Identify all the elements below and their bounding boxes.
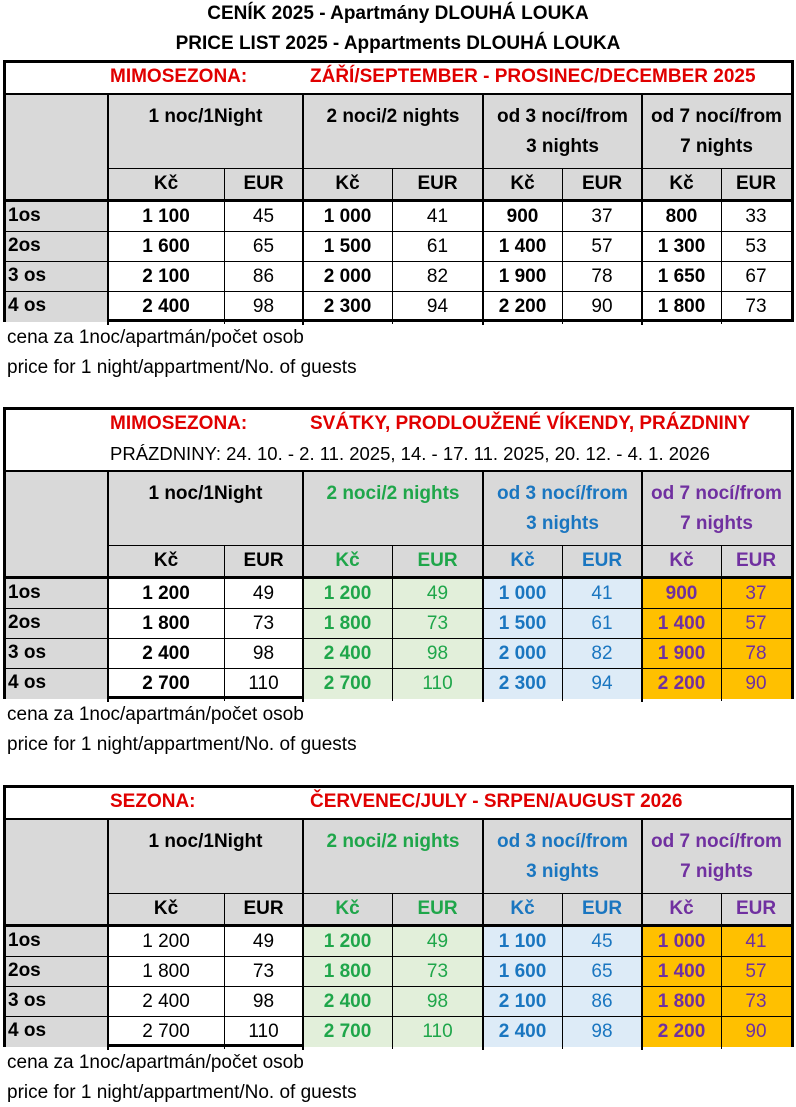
currency-header: EUR <box>581 173 623 194</box>
guests-label: 3 os <box>6 262 108 292</box>
title-en: PRICE LIST 2025 - Appartments DLOUHÁ LOUKA <box>175 33 621 54</box>
price-cell: 110 <box>392 1017 483 1047</box>
currency-header: Kč <box>153 173 179 194</box>
guests-label: 2os <box>6 232 108 262</box>
price-cell: 1 200 <box>303 579 392 609</box>
col-header: 1 noc/1Night <box>148 831 263 852</box>
currency-header: Kč <box>669 173 694 194</box>
col-header: 7 nights <box>680 513 753 534</box>
col-header: 3 nights <box>526 513 599 534</box>
currency-header: EUR <box>581 898 623 919</box>
price-cell: 2 400 <box>303 639 392 669</box>
guests-label: 4 os <box>6 1017 108 1047</box>
price-cell: 86 <box>562 987 642 1017</box>
price-cell: 110 <box>248 1021 279 1042</box>
price-cell: 61 <box>562 609 642 639</box>
currency-header: Kč <box>510 898 535 919</box>
currency-header: EUR <box>417 173 458 194</box>
currency-header: EUR <box>581 550 623 571</box>
price-cell: 1 000 <box>642 927 721 957</box>
price-cell: 2 400 <box>303 987 392 1017</box>
price-cell: 73 <box>392 957 483 987</box>
price-cell: 800 <box>665 206 698 227</box>
price-cell: 86 <box>252 266 275 287</box>
price-cell: 2 200 <box>642 669 721 699</box>
currency-header: Kč <box>669 898 694 919</box>
col-header: od 7 nocí/from <box>651 483 782 504</box>
price-cell: 37 <box>591 206 613 227</box>
col-header: od 7 nocí/from <box>651 831 782 852</box>
col-header: 2 noci/2 nights <box>326 483 460 504</box>
price-cell: 98 <box>252 296 275 317</box>
guests-label: 3 os <box>6 987 108 1017</box>
price-cell: 1 400 <box>642 957 721 987</box>
guests-label: 4 os <box>6 669 108 699</box>
price-cell: 2 000 <box>323 266 372 287</box>
price-cell: 1 200 <box>303 927 392 957</box>
price-cell: 110 <box>392 669 483 699</box>
price-cell: 2 100 <box>142 266 190 287</box>
price-cell: 1 300 <box>657 236 706 257</box>
price-cell: 1 800 <box>303 957 392 987</box>
guests-label: 1os <box>6 202 108 232</box>
currency-header: EUR <box>735 898 777 919</box>
price-cell: 78 <box>591 266 613 287</box>
price-cell: 2 700 <box>142 1021 190 1042</box>
price-cell: 1 200 <box>142 931 190 952</box>
price-cell: 1 000 <box>323 206 372 227</box>
season-label: MIMOSEZONA: <box>110 413 248 434</box>
price-cell: 57 <box>721 957 791 987</box>
price-cell: 73 <box>721 987 791 1017</box>
note-en: price for 1 night/appartment/No. of guests <box>7 1082 357 1103</box>
holiday-dates: PRÁZDNINY: 24. 10. - 2. 11. 2025, 14. - 17. 11. 2025, 20. 12. - 4. 1. 2026 <box>110 443 710 464</box>
price-cell: 2 400 <box>142 296 190 317</box>
currency-header: Kč <box>335 550 360 571</box>
price-cell: 1 100 <box>483 927 562 957</box>
season-period: ČERVENEC/JULY - SRPEN/AUGUST 2026 <box>310 791 683 812</box>
col-header: 1 noc/1Night <box>148 483 263 504</box>
price-cell: 110 <box>248 673 279 694</box>
price-cell: 65 <box>562 957 642 987</box>
currency-header: EUR <box>417 898 458 919</box>
guests-label: 2os <box>6 609 108 639</box>
price-cell: 37 <box>721 579 791 609</box>
price-cell: 73 <box>745 296 767 317</box>
price-cell: 33 <box>745 206 767 227</box>
currency-header: EUR <box>417 550 458 571</box>
price-cell: 98 <box>392 987 483 1017</box>
price-cell: 90 <box>721 669 791 699</box>
currency-header: Kč <box>335 173 360 194</box>
note-cz: cena za 1noc/apartmán/počet osob <box>7 1052 304 1073</box>
price-cell: 57 <box>591 236 613 257</box>
price-cell: 94 <box>562 669 642 699</box>
currency-header: Kč <box>510 173 535 194</box>
price-cell: 57 <box>721 609 791 639</box>
currency-header: Kč <box>153 898 179 919</box>
price-cell: 98 <box>252 643 275 664</box>
price-cell: 65 <box>252 236 275 257</box>
price-cell: 1 800 <box>142 961 190 982</box>
price-cell: 1 800 <box>303 609 392 639</box>
price-cell: 41 <box>721 927 791 957</box>
currency-header: Kč <box>510 550 535 571</box>
price-cell: 2 700 <box>142 673 190 694</box>
price-cell: 2 400 <box>142 991 190 1012</box>
col-header: od 3 nocí/from <box>497 483 628 504</box>
price-cell: 1 650 <box>657 266 706 287</box>
guests-label: 4 os <box>6 292 108 322</box>
season-period: ZÁŘÍ/SEPTEMBER - PROSINEC/DECEMBER 2025 <box>310 66 756 87</box>
col-header: 2 noci/2 nights <box>326 831 460 852</box>
price-cell: 1 100 <box>142 206 190 227</box>
price-cell: 2 000 <box>483 639 562 669</box>
price-cell: 41 <box>562 579 642 609</box>
price-cell: 1 800 <box>142 613 190 634</box>
price-cell: 67 <box>745 266 767 287</box>
price-cell: 2 200 <box>498 296 547 317</box>
price-cell: 1 200 <box>142 583 190 604</box>
season-label: SEZONA: <box>110 791 196 812</box>
currency-header: EUR <box>243 550 284 571</box>
price-cell: 1 900 <box>498 266 547 287</box>
price-cell: 1 600 <box>142 236 190 257</box>
price-cell: 2 300 <box>483 669 562 699</box>
price-cell: 73 <box>392 609 483 639</box>
price-cell: 98 <box>392 639 483 669</box>
currency-header: Kč <box>335 898 360 919</box>
price-cell: 1 500 <box>483 609 562 639</box>
guests-label: 3 os <box>6 639 108 669</box>
col-header: 1 noc/1Night <box>148 106 263 127</box>
price-cell: 2 200 <box>642 1017 721 1047</box>
price-cell: 82 <box>562 639 642 669</box>
price-cell: 1 400 <box>498 236 547 257</box>
price-cell: 2 300 <box>323 296 372 317</box>
col-header: 3 nights <box>526 861 599 882</box>
price-cell: 1 900 <box>642 639 721 669</box>
title-cz: CENÍK 2025 - Apartmány DLOUHÁ LOUKA <box>207 3 589 24</box>
currency-header: EUR <box>243 898 284 919</box>
price-cell: 82 <box>426 266 449 287</box>
price-cell: 49 <box>392 579 483 609</box>
guests-label: 2os <box>6 957 108 987</box>
price-cell: 1 600 <box>483 957 562 987</box>
price-cell: 41 <box>426 206 449 227</box>
price-cell: 53 <box>745 236 767 257</box>
season-period: SVÁTKY, PRODLOUŽENÉ VÍKENDY, PRÁZDNINY <box>310 413 751 434</box>
price-cell: 2 100 <box>483 987 562 1017</box>
price-cell: 49 <box>392 927 483 957</box>
price-cell: 1 800 <box>642 987 721 1017</box>
price-cell: 1 400 <box>642 609 721 639</box>
col-header: od 3 nocí/from <box>497 831 628 852</box>
price-cell: 2 400 <box>142 643 190 664</box>
price-cell: 90 <box>721 1017 791 1047</box>
guests-label: 1os <box>6 579 108 609</box>
price-cell: 1 800 <box>657 296 706 317</box>
price-cell: 94 <box>426 296 449 317</box>
price-cell: 98 <box>562 1017 642 1047</box>
note-cz: cena za 1noc/apartmán/počet osob <box>7 327 304 348</box>
currency-header: EUR <box>243 173 284 194</box>
price-cell: 1 500 <box>323 236 372 257</box>
col-header: 7 nights <box>680 861 753 882</box>
price-cell: 2 700 <box>303 1017 392 1047</box>
price-cell: 73 <box>252 961 275 982</box>
price-cell: 49 <box>252 583 275 604</box>
price-cell: 78 <box>721 639 791 669</box>
price-cell: 900 <box>506 206 539 227</box>
note-en: price for 1 night/appartment/No. of guests <box>7 357 357 378</box>
guests-label: 1os <box>6 927 108 957</box>
col-header: 2 noci/2 nights <box>326 106 460 127</box>
price-table <box>3 407 794 699</box>
col-header: od 3 nocí/from <box>497 106 628 127</box>
season-label: MIMOSEZONA: <box>110 66 248 87</box>
price-table <box>3 60 794 322</box>
price-cell: 90 <box>591 296 613 317</box>
currency-header: EUR <box>735 550 777 571</box>
price-table <box>3 785 794 1047</box>
price-cell: 900 <box>642 579 721 609</box>
currency-header: Kč <box>153 550 179 571</box>
price-cell: 49 <box>252 931 275 952</box>
price-cell: 2 400 <box>483 1017 562 1047</box>
price-cell: 45 <box>562 927 642 957</box>
col-header: od 7 nocí/from <box>651 106 782 127</box>
note-cz: cena za 1noc/apartmán/počet osob <box>7 704 304 725</box>
col-header: 7 nights <box>680 136 753 157</box>
price-cell: 45 <box>252 206 275 227</box>
price-cell: 98 <box>252 991 275 1012</box>
note-en: price for 1 night/appartment/No. of guests <box>7 734 357 755</box>
price-cell: 1 000 <box>483 579 562 609</box>
currency-header: EUR <box>735 173 777 194</box>
currency-header: Kč <box>669 550 694 571</box>
col-header: 3 nights <box>526 136 599 157</box>
price-cell: 2 700 <box>303 669 392 699</box>
price-cell: 61 <box>426 236 449 257</box>
price-cell: 73 <box>252 613 275 634</box>
